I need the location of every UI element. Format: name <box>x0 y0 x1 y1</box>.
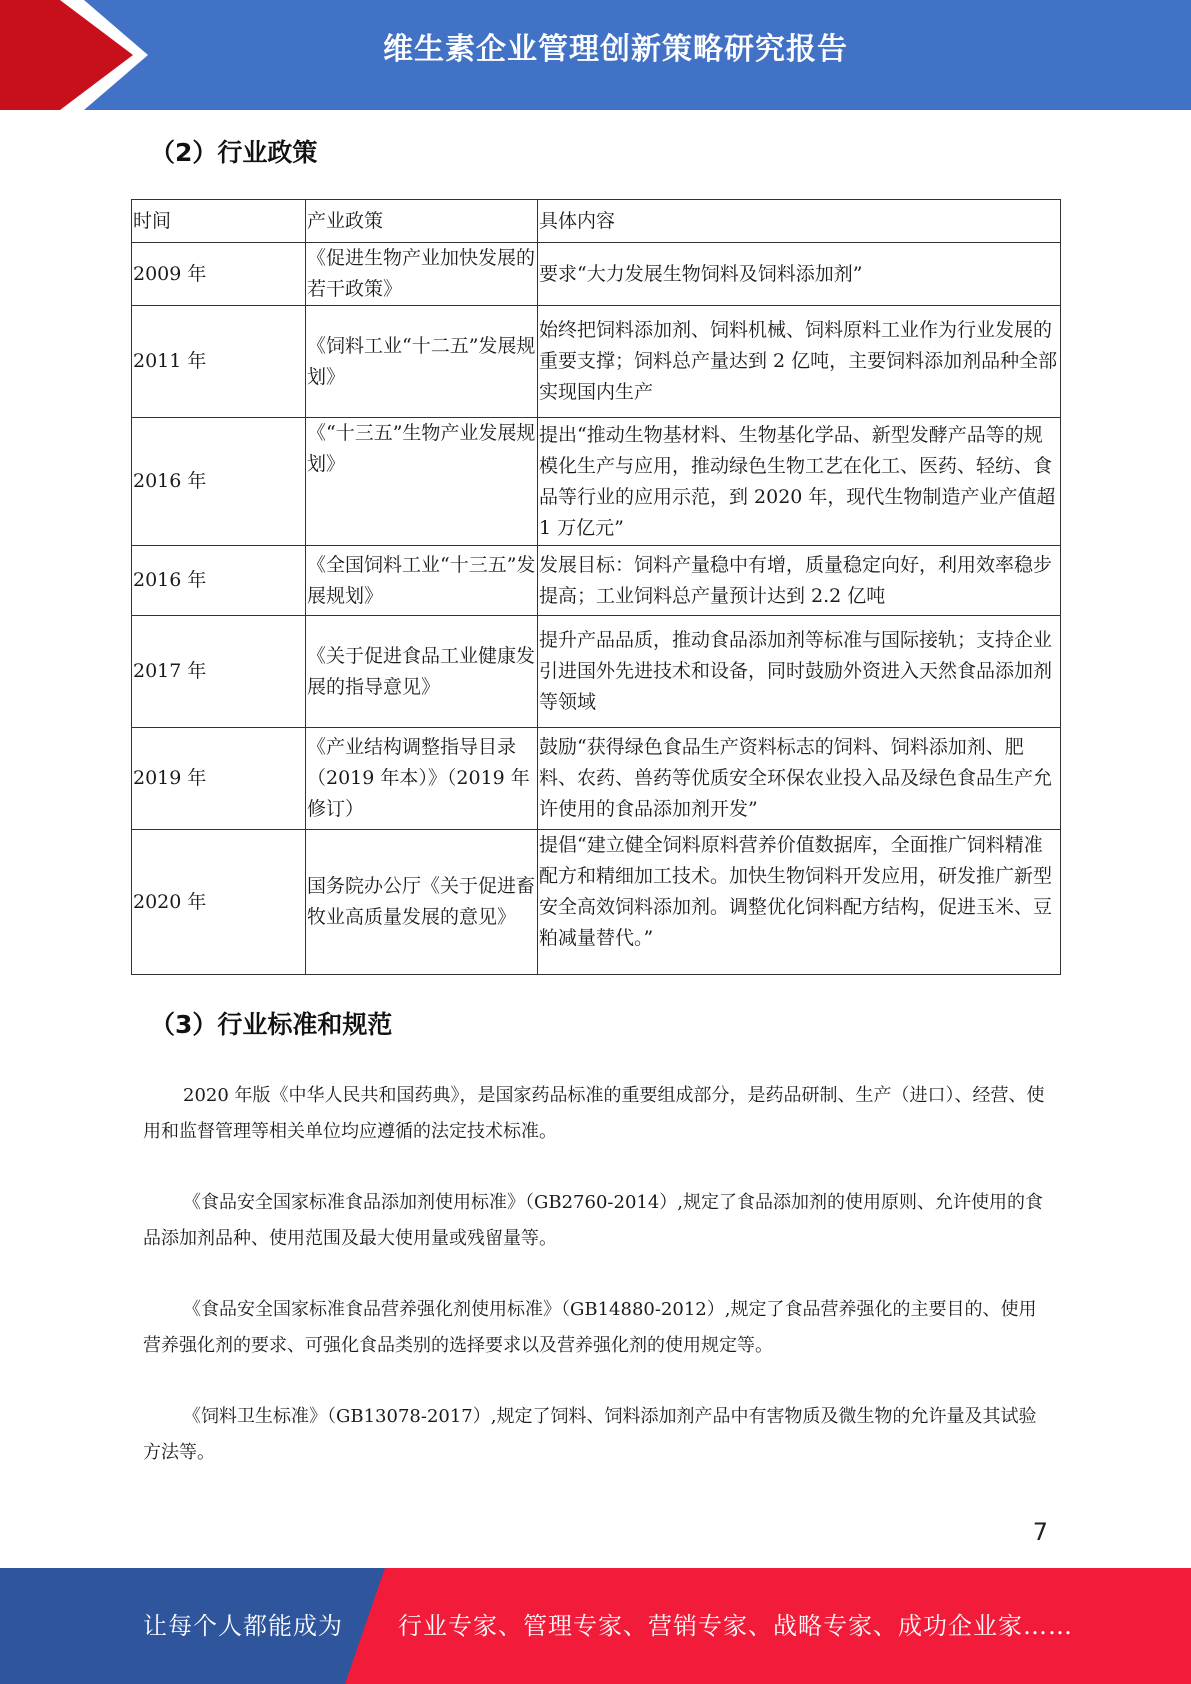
table-row <box>132 418 1061 546</box>
cell-policy: 《“十三五”生物产业发展规划》 <box>306 418 538 546</box>
table-row <box>132 243 1061 306</box>
cell-year: 2016 年 <box>132 546 306 616</box>
cell-year: 2019 年 <box>132 728 306 830</box>
cell-content: 发展目标：饲料产量稳中有增，质量稳定向好，利用效率稳步提高；工业饲料总产量预计达到 2.2 亿吨 <box>538 546 1061 616</box>
column-header-content: 具体内容 <box>538 200 1061 243</box>
table-row <box>132 830 1061 975</box>
footer-bar <box>0 1568 1191 1684</box>
footer-slogan-right: 行业专家、管理专家、营销专家、战略专家、成功企业家…… <box>398 1612 1073 1640</box>
paragraph-feed-hygiene-standard: 《饲料卫生标准》（GB13078-2017）,规定了饲料、饲料添加剂产品中有害物质及微生物的允许量及其试验方法等。 <box>143 1406 1037 1463</box>
table-row <box>132 616 1061 728</box>
cell-year: 2017 年 <box>132 616 306 728</box>
cell-policy: 《促进生物产业加快发展的若干政策》 <box>306 243 538 306</box>
cell-policy: 《产业结构调整指导目录（2019 年本）》（2019 年修订） <box>306 728 538 830</box>
cell-year: 2011 年 <box>132 306 306 418</box>
cell-content: 要求“大力发展生物饲料及饲料添加剂” <box>538 243 1061 306</box>
cell-content: 提倡“建立健全饲料原料营养价值数据库，全面推广饲料精准配方和精细加工技术。加快生物饲料开发应用，研发推广新型安全高效饲料添加剂。调整优化饲料配方结构，促进玉米、豆粕减量替代。” <box>538 830 1061 975</box>
cell-policy: 《饲料工业“十二五”发展规划》 <box>306 306 538 418</box>
footer-slogan-left: 让每个人都能成为 <box>143 1612 343 1640</box>
paragraph-nutrition-fortifier-standard: 《食品安全国家标准食品营养强化剂使用标准》（GB14880-2012）,规定了食品营养强化的主要目的、使用营养强化剂的要求、可强化食品类别的选择要求以及营养强化剂的使用规定等。 <box>143 1299 1037 1356</box>
cell-content: 鼓励“获得绿色食品生产资料标志的饲料、饲料添加剂、肥料、农药、兽药等优质安全环保农业投入品及绿色食品生产允许使用的食品添加剂开发” <box>538 728 1061 830</box>
cell-year: 2016 年 <box>132 418 306 546</box>
paragraph-pharmacopoeia: 2020 年版《中华人民共和国药典》，是国家药品标准的重要组成部分，是药品研制、生产（进口）、经营、使用和监督管理等相关单位均应遵循的法定技术标准。 <box>143 1085 1045 1142</box>
cell-content: 提升产品品质，推动食品添加剂等标准与国际接轨；支持企业引进国外先进技术和设备，同时鼓励外资进入天然食品添加剂等领域 <box>538 616 1061 728</box>
page-number: 7 <box>1032 1518 1048 1546</box>
column-header-policy: 产业政策 <box>306 200 538 243</box>
cell-content: 始终把饲料添加剂、饲料机械、饲料原料工业作为行业发展的重要支撑；饲料总产量达到 2 亿吨，主要饲料添加剂品种全部实现国内生产 <box>538 306 1061 418</box>
cell-year: 2009 年 <box>132 243 306 306</box>
table-row <box>132 728 1061 830</box>
column-header-time: 时间 <box>132 200 306 243</box>
table-header-row <box>132 200 1061 243</box>
cell-policy: 《关于促进食品工业健康发展的指导意见》 <box>306 616 538 728</box>
report-title: 维生素企业管理创新策略研究报告 <box>383 32 848 67</box>
table-row <box>132 306 1061 418</box>
policy-table <box>131 199 1061 975</box>
table-row <box>132 546 1061 616</box>
cell-content: 提出“推动生物基材料、生物基化学品、新型发酵产品等的规模化生产与应用，推动绿色生物工艺在化工、医药、轻纺、食品等行业的应用示范，到 2020 年，现代生物制造产业产值超 1 万亿元” <box>538 418 1061 546</box>
cell-policy: 《全国饲料工业“十三五”发展规划》 <box>306 546 538 616</box>
paragraph-food-additive-standard: 《食品安全国家标准食品添加剂使用标准》（GB2760-2014）,规定了食品添加剂的使用原则、允许使用的食品添加剂品种、使用范围及最大使用量或残留量等。 <box>143 1192 1044 1249</box>
section-heading-policy: （2）行业政策 <box>150 138 318 167</box>
cell-year: 2020 年 <box>132 830 306 975</box>
cell-policy: 国务院办公厅《关于促进畜牧业高质量发展的意见》 <box>306 830 538 975</box>
section-heading-standards: （3）行业标准和规范 <box>150 1010 393 1039</box>
header-bar <box>0 0 1191 110</box>
